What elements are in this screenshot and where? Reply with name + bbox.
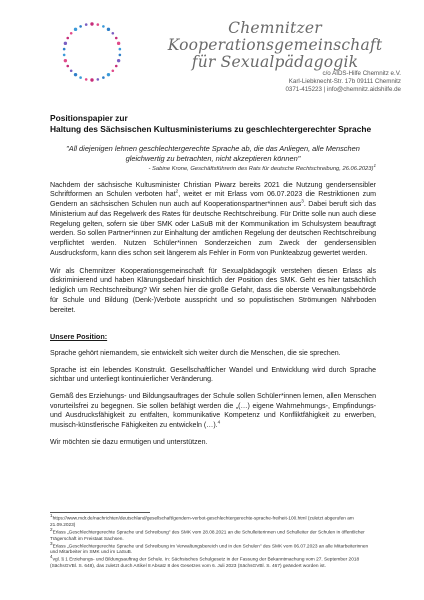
title-line2: Haltung des Sächsischen Kultusministeriums zu geschlechtergerechter Sprache (50, 124, 372, 135)
logo-dot (107, 28, 110, 31)
org-name-line2: für Sexualpädagogik (191, 53, 359, 71)
logo-dot (119, 54, 122, 57)
para-text: , weitet er mit Erlass vom 06.07.2023 die Restriktionen zum Gendern an sächsischen Schulen nun auch auf Kooperationspartner*innen aus (50, 191, 376, 209)
logo-dot (63, 48, 66, 51)
quote: "All diejenigen lehnen geschlechtergerechte Sprache ab, die das Anliegen, alle Menschen gleichwertig zu betrachten, nicht akzeptieren können" (66, 144, 360, 163)
logo-dot (66, 65, 69, 68)
document-body (50, 113, 376, 447)
logo-dot (119, 48, 122, 51)
para-text: Nachdem der sächsische Kultusminister Christian Piwarz bereits 2021 die Nutzung gendersensibler Schriftformen an Schulen verboten hat (50, 181, 376, 199)
logo-dot (64, 42, 67, 45)
position-item (50, 392, 376, 431)
logo-dot (115, 65, 118, 68)
footnote-ref: 3 (301, 198, 304, 204)
dotted-circle-logo (58, 18, 126, 86)
section-heading: Unsere Position: (50, 332, 108, 342)
footnote-ref: 1 (373, 162, 376, 168)
logo-dot (102, 25, 105, 28)
org-name-line1: Chemnitzer Kooperationsgemeinschaft (167, 19, 383, 54)
footnote (50, 513, 376, 529)
footnote (50, 554, 376, 570)
footnote-number: 2 (50, 526, 53, 532)
footnote-number: 1 (50, 513, 53, 518)
logo-dot (117, 59, 120, 62)
footnote-text: Erlass „Geschlechtergerechte Sprache und Schreibung" des SMK vom 28.08.2021 an die Schulleiterinnen und Schulleiter der Schulen in öffentlicher Trägerschaft im Freistaat Sachsen. (50, 530, 365, 542)
logo-dot (74, 73, 77, 76)
document-title (50, 113, 376, 135)
title-line1: Positionspapier zur (50, 113, 128, 123)
footnote-number: 3 (50, 540, 53, 546)
logo-dot (64, 59, 67, 62)
address-line: c/o AIDS-Hilfe Chemnitz e.V. (322, 70, 401, 77)
footnote-ref: 4 (217, 419, 221, 425)
address-line: Karl-Liebknecht-Str. 17b 09111 Chemnitz (288, 78, 401, 86)
paragraph-stance: Wir als Chemnitzer Kooperationsgemeinschaft für Sexualpädagogik verstehen diesen Erlass als diskriminierend und haben Klärungsbedarf hinsichtlich der Position des SMK. Geht es hier tatsächlich lediglich um Rechtschreibung? Wir sehen hier die große Gefahr, dass die oberste Verwaltungsbehörde für Schule und Bildung (Denk-)Verbote ausspricht und so populistischen Strömungen Nährboden bereitet. (50, 267, 376, 314)
contact-line: 0371-415223 | info@chemnitz.aidshilfe.de (285, 86, 401, 94)
organization-name (150, 20, 400, 71)
para-text: . Dabei beruft sich das Ministerium auf das Regelwerk des Rates für deutsche Rechtschreibung. Für Dritte solle nun auch diese Regelung gelten, sofern sie über SMK oder LaSuB mit der Kommunikation im Schulsystem beauftragt werden. So sollen Partner*innen zur Einhaltung der amtlichen Regelung der deutschen Rechtschreibung verpflichtet werden. Nutzen Schüler*innen Sonderzeichen zum Zweck der gendersensiblen Ausdrucksform, kann dies schon seit längerem als Fehler in Form von Punkteabzug gewertet werden. (50, 201, 376, 257)
footnote (50, 526, 376, 543)
position-item: Wir möchten sie dazu ermutigen und unterstützen. (50, 438, 208, 446)
logo-dot (97, 78, 100, 81)
logo-dot (102, 76, 105, 79)
logo-dot (70, 32, 73, 35)
footnote-link[interactable]: https://www.mdr.de/nachrichten/deutschland/gesellschaft/gendern-verbot-geschlechtergerechte-sprache-freiheit-100.html (zuletzt abgerufen am 21.09.2023) (50, 516, 354, 528)
address-block (285, 70, 401, 95)
logo-dot (79, 76, 82, 79)
logo-dot (74, 28, 77, 31)
footnotes (50, 512, 376, 571)
footnote-ref: 2 (175, 189, 179, 194)
footnote-divider (50, 512, 150, 513)
logo-dot (66, 37, 69, 40)
logo-dot (70, 69, 73, 72)
footnote-text: Erlass „Geschlechtergerechte Sprache und Schreibung im Verwaltungsbereich und in den Schulen" des SMK vom 06.07.2023 an alle Mitarbeiterinnen und Mitarbeiter im SMK und im LaSuB. (50, 544, 369, 556)
footnote (50, 540, 376, 560)
logo-dot (79, 25, 82, 28)
logo-dot (117, 42, 120, 45)
logo-dot (115, 37, 118, 40)
logo-dot (97, 23, 100, 26)
footnote-text: vgl. § 1 Erziehungs- und Bildungsauftrag der Schule. In: Sächsisches Schulgesetz in der Fassung der Bekanntmachung vom 27. September 2018 (SächsGVBl. S. 648), das zuletzt durch Artikel 8 Absatz 8 des Gesetzes vom 6. Juli 2023 (SächsGVBl. S. 467) geändert worden ist. (50, 557, 360, 570)
footnote-number: 4 (50, 554, 53, 560)
logo-dot (85, 78, 88, 81)
position-item: Sprache ist ein lebendes Konstrukt. Gesellschaftlicher Wandel und Entwicklung wird durch Sprache sichtbar und unterliegt kontinuierlicher Veränderung. (50, 366, 376, 384)
paragraph-intro (50, 181, 376, 259)
quote-source-text: - Sabine Krone, Geschäftsführerin des Rats für deutsche Rechtschreibung, 26.06.2023) (148, 165, 374, 172)
logo-dot (107, 73, 110, 76)
quote-source (50, 162, 376, 173)
logo-dot (90, 22, 93, 25)
logo-dot (112, 69, 115, 72)
logo-dot (90, 78, 93, 81)
logo-dot (85, 23, 88, 26)
position-item: Sprache gehört niemandem, sie entwickelt sich weiter durch die Menschen, die sie sprechen. (50, 349, 341, 357)
logo-dot (112, 32, 115, 35)
position-text: Gemäß des Erziehungs- und Bildungsauftrages der Schule sollen Schüler*innen lernen, allen Menschen vorurteilsfrei zu begegnen. Sie sollen befähigt werden die „(…) eigene Wahrnehmungs-, Empfindungs- und Ausdrucksfähigkeit zu entfalten, kommunikative Kompetenz und Konfliktfähigkeit zu erwerben, musisch-künstlerische Fähigkeiten zu entwickeln (…). (50, 392, 376, 430)
logo-dot (63, 54, 66, 57)
